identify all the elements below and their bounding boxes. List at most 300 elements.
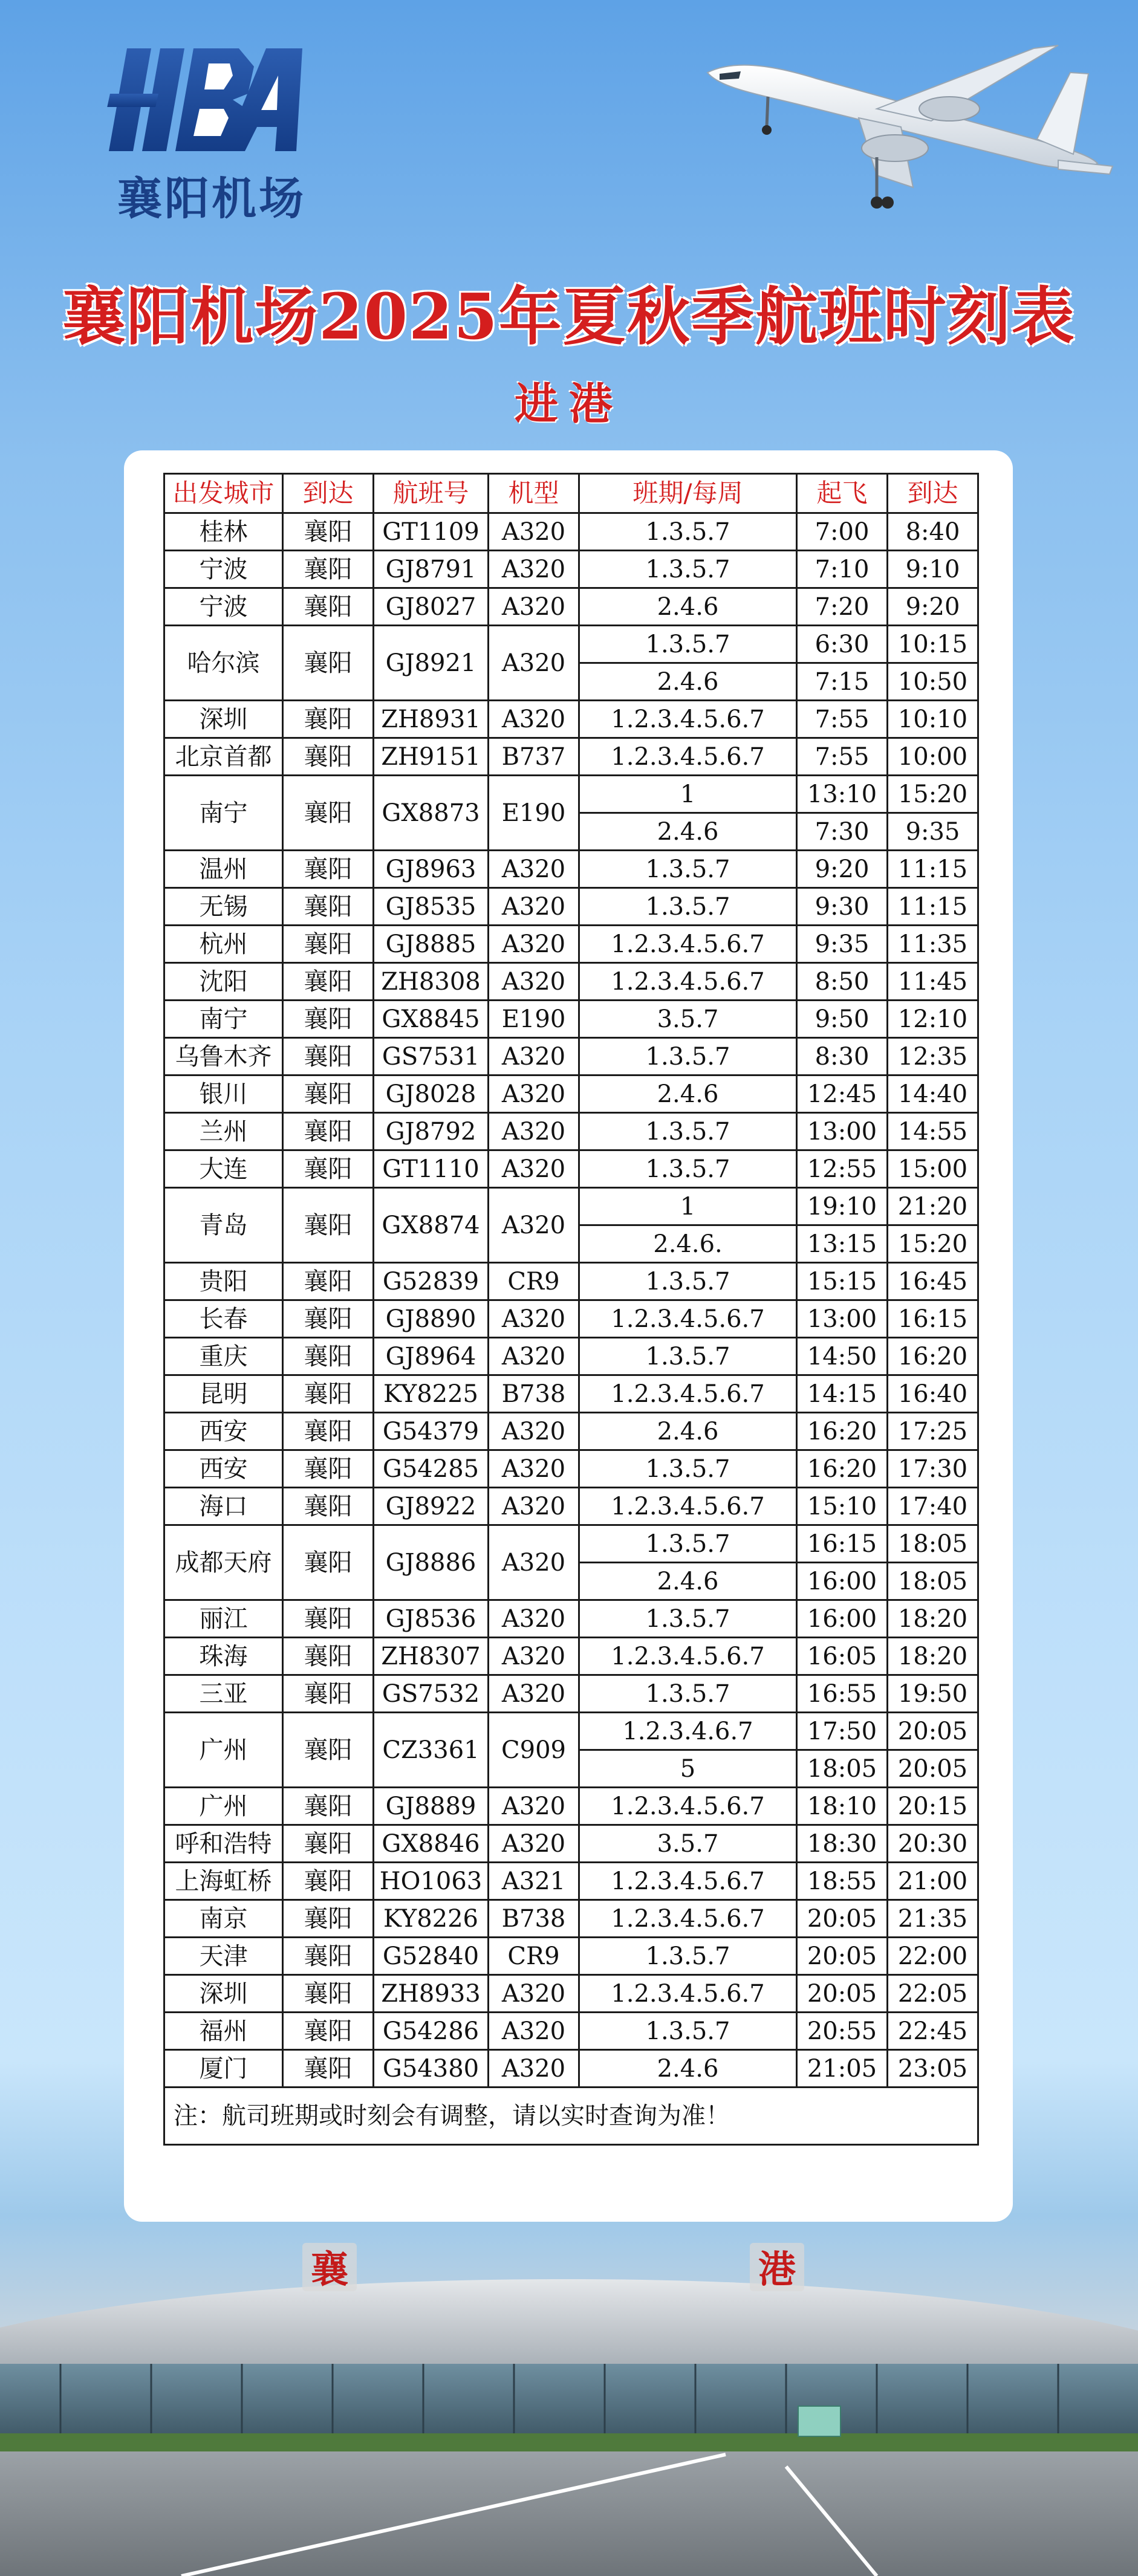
days-cell: 1.2.3.4.5.6.7 bbox=[579, 738, 797, 776]
days-cell: 1.2.3.4.5.6.7 bbox=[579, 926, 797, 963]
days-cell: 5 bbox=[579, 1750, 797, 1788]
header-arrival: 到达 bbox=[888, 474, 978, 513]
table-row bbox=[164, 1975, 978, 2013]
origin-city-cell: 厦门 bbox=[164, 2050, 283, 2088]
arrival-cell: 18:05 bbox=[888, 1525, 978, 1563]
flight-number-cell: GT1109 bbox=[374, 513, 489, 551]
arrival-cell: 18:20 bbox=[888, 1600, 978, 1638]
arrival-cell: 10:00 bbox=[888, 738, 978, 776]
flight-number-cell: G52840 bbox=[374, 1938, 489, 1975]
aircraft-cell: B738 bbox=[489, 1375, 579, 1413]
aircraft-cell: A320 bbox=[489, 551, 579, 588]
departure-cell: 18:10 bbox=[797, 1788, 888, 1825]
days-cell: 1.3.5.7 bbox=[579, 1038, 797, 1075]
aircraft-cell: A320 bbox=[489, 1788, 579, 1825]
aircraft-cell: A320 bbox=[489, 1113, 579, 1150]
origin-city-cell: 南宁 bbox=[164, 776, 283, 851]
flight-number-cell: GJ8536 bbox=[374, 1600, 489, 1638]
arrival-cell: 11:35 bbox=[888, 926, 978, 963]
departure-cell: 13:00 bbox=[797, 1300, 888, 1338]
header-flight-number: 航班号 bbox=[374, 474, 489, 513]
origin-city-cell: 广州 bbox=[164, 1788, 283, 1825]
arrival-cell: 23:05 bbox=[888, 2050, 978, 2088]
origin-city-cell: 大连 bbox=[164, 1150, 283, 1188]
aircraft-cell: A320 bbox=[489, 1038, 579, 1075]
aircraft-cell: CR9 bbox=[489, 1938, 579, 1975]
departure-cell: 9:30 bbox=[797, 888, 888, 926]
departure-cell: 7:55 bbox=[797, 738, 888, 776]
table-row bbox=[164, 1525, 978, 1563]
arrival-cell: 17:30 bbox=[888, 1450, 978, 1488]
days-cell: 1.3.5.7 bbox=[579, 513, 797, 551]
days-cell: 2.4.6 bbox=[579, 663, 797, 701]
departure-cell: 20:05 bbox=[797, 1938, 888, 1975]
arrival-cell: 11:15 bbox=[888, 888, 978, 926]
arrival-cell: 9:10 bbox=[888, 551, 978, 588]
departure-cell: 20:55 bbox=[797, 2013, 888, 2050]
destination-cell: 襄阳 bbox=[283, 851, 374, 888]
flight-number-cell: GX8845 bbox=[374, 1001, 489, 1038]
departure-cell: 7:20 bbox=[797, 588, 888, 626]
aircraft-cell: A320 bbox=[489, 1525, 579, 1600]
origin-city-cell: 珠海 bbox=[164, 1638, 283, 1675]
departure-cell: 12:55 bbox=[797, 1150, 888, 1188]
departure-cell: 13:10 bbox=[797, 776, 888, 813]
days-cell: 1.3.5.7 bbox=[579, 1938, 797, 1975]
destination-cell: 襄阳 bbox=[283, 1638, 374, 1675]
aircraft-cell: A320 bbox=[489, 1150, 579, 1188]
flight-number-cell: GJ8791 bbox=[374, 551, 489, 588]
destination-cell: 襄阳 bbox=[283, 1713, 374, 1788]
header-destination: 到达 bbox=[283, 474, 374, 513]
arrival-cell: 10:10 bbox=[888, 701, 978, 738]
flight-number-cell: G54285 bbox=[374, 1450, 489, 1488]
table-row bbox=[164, 701, 978, 738]
origin-city-cell: 昆明 bbox=[164, 1375, 283, 1413]
logo-name: 襄阳机场 bbox=[117, 173, 306, 225]
aircraft-cell: A320 bbox=[489, 1600, 579, 1638]
destination-cell: 襄阳 bbox=[283, 1113, 374, 1150]
table-row bbox=[164, 1150, 978, 1188]
origin-city-cell: 西安 bbox=[164, 1413, 283, 1450]
departure-cell: 15:15 bbox=[797, 1263, 888, 1300]
header-aircraft: 机型 bbox=[489, 474, 579, 513]
days-cell: 3.5.7 bbox=[579, 1825, 797, 1863]
terminal-sign-char-2: 港 bbox=[758, 2247, 796, 2291]
header-origin: 出发城市 bbox=[164, 474, 283, 513]
flight-number-cell: ZH8307 bbox=[374, 1638, 489, 1675]
flight-number-cell: GJ8886 bbox=[374, 1525, 489, 1600]
aircraft-cell: A320 bbox=[489, 1300, 579, 1338]
aircraft-cell: B737 bbox=[489, 738, 579, 776]
origin-city-cell: 上海虹桥 bbox=[164, 1863, 283, 1900]
days-cell: 1.2.3.4.5.6.7 bbox=[579, 1863, 797, 1900]
aircraft-cell: A320 bbox=[489, 1638, 579, 1675]
departure-cell: 21:05 bbox=[797, 2050, 888, 2088]
table-row bbox=[164, 2013, 978, 2050]
aircraft-cell: B738 bbox=[489, 1900, 579, 1938]
aircraft-cell: A320 bbox=[489, 513, 579, 551]
destination-cell: 襄阳 bbox=[283, 1675, 374, 1713]
table-header-row bbox=[164, 474, 978, 513]
flight-number-cell: KY8225 bbox=[374, 1375, 489, 1413]
days-cell: 1.2.3.4.5.6.7 bbox=[579, 1488, 797, 1525]
departure-cell: 9:50 bbox=[797, 1001, 888, 1038]
flight-number-cell: GJ8028 bbox=[374, 1075, 489, 1113]
flight-number-cell: ZH8308 bbox=[374, 963, 489, 1001]
origin-city-cell: 桂林 bbox=[164, 513, 283, 551]
terminal-sign-char-1: 襄 bbox=[310, 2247, 349, 2291]
departure-cell: 20:05 bbox=[797, 1975, 888, 2013]
aircraft-cell: A320 bbox=[489, 926, 579, 963]
arrival-cell: 8:40 bbox=[888, 513, 978, 551]
departure-cell: 13:00 bbox=[797, 1113, 888, 1150]
days-cell: 1.2.3.4.5.6.7 bbox=[579, 963, 797, 1001]
destination-cell: 襄阳 bbox=[283, 1825, 374, 1863]
arrival-cell: 16:40 bbox=[888, 1375, 978, 1413]
flight-number-cell: ZH9151 bbox=[374, 738, 489, 776]
departure-cell: 8:50 bbox=[797, 963, 888, 1001]
origin-city-cell: 南京 bbox=[164, 1900, 283, 1938]
flight-number-cell: GJ8963 bbox=[374, 851, 489, 888]
table-row bbox=[164, 1113, 978, 1150]
aircraft-cell: A320 bbox=[489, 1488, 579, 1525]
destination-cell: 襄阳 bbox=[283, 701, 374, 738]
destination-cell: 襄阳 bbox=[283, 1863, 374, 1900]
flight-number-cell: KY8226 bbox=[374, 1900, 489, 1938]
destination-cell: 襄阳 bbox=[283, 626, 374, 701]
aircraft-cell: A320 bbox=[489, 963, 579, 1001]
destination-cell: 襄阳 bbox=[283, 1300, 374, 1338]
arrival-cell: 20:05 bbox=[888, 1713, 978, 1750]
origin-city-cell: 深圳 bbox=[164, 701, 283, 738]
header-days: 班期/每周 bbox=[579, 474, 797, 513]
flight-number-cell: GJ8885 bbox=[374, 926, 489, 963]
page-title: 襄阳机场2025年夏秋季航班时刻表 bbox=[62, 279, 1076, 354]
arrival-cell: 11:45 bbox=[888, 963, 978, 1001]
origin-city-cell: 哈尔滨 bbox=[164, 626, 283, 701]
flight-number-cell: GX8873 bbox=[374, 776, 489, 851]
days-cell: 1 bbox=[579, 1188, 797, 1225]
aircraft-cell: A320 bbox=[489, 1825, 579, 1863]
table-row bbox=[164, 1638, 978, 1675]
arrival-cell: 15:20 bbox=[888, 1225, 978, 1263]
origin-city-cell: 无锡 bbox=[164, 888, 283, 926]
arrival-cell: 21:35 bbox=[888, 1900, 978, 1938]
departure-cell: 14:15 bbox=[797, 1375, 888, 1413]
aircraft-cell: A320 bbox=[489, 1413, 579, 1450]
days-cell: 2.4.6 bbox=[579, 1563, 797, 1600]
destination-cell: 襄阳 bbox=[283, 513, 374, 551]
flight-number-cell: GJ8535 bbox=[374, 888, 489, 926]
schedule-note: 注：航司班期或时刻会有调整，请以实时查询为准！ bbox=[164, 2088, 978, 2145]
aircraft-cell: A320 bbox=[489, 1075, 579, 1113]
table-row bbox=[164, 551, 978, 588]
aircraft-cell: A320 bbox=[489, 888, 579, 926]
destination-cell: 襄阳 bbox=[283, 888, 374, 926]
flight-number-cell: GJ8890 bbox=[374, 1300, 489, 1338]
departure-cell: 6:30 bbox=[797, 626, 888, 663]
table-row bbox=[164, 1675, 978, 1713]
origin-city-cell: 青岛 bbox=[164, 1188, 283, 1263]
days-cell: 1.3.5.7 bbox=[579, 888, 797, 926]
table-row bbox=[164, 1038, 978, 1075]
arrival-cell: 15:20 bbox=[888, 776, 978, 813]
flight-number-cell: GJ8922 bbox=[374, 1488, 489, 1525]
arrival-cell: 20:15 bbox=[888, 1788, 978, 1825]
days-cell: 1.3.5.7 bbox=[579, 1150, 797, 1188]
origin-city-cell: 福州 bbox=[164, 2013, 283, 2050]
destination-cell: 襄阳 bbox=[283, 1001, 374, 1038]
aircraft-cell: A320 bbox=[489, 588, 579, 626]
origin-city-cell: 银川 bbox=[164, 1075, 283, 1113]
days-cell: 1.3.5.7 bbox=[579, 1338, 797, 1375]
flight-number-cell: GJ8792 bbox=[374, 1113, 489, 1150]
origin-city-cell: 西安 bbox=[164, 1450, 283, 1488]
table-row bbox=[164, 1600, 978, 1638]
flight-number-cell: G54379 bbox=[374, 1413, 489, 1450]
days-cell: 1.3.5.7 bbox=[579, 2013, 797, 2050]
page-subtitle: 进港 bbox=[514, 378, 623, 429]
table-row bbox=[164, 1713, 978, 1750]
aircraft-cell: E190 bbox=[489, 1001, 579, 1038]
aircraft-cell: A320 bbox=[489, 1975, 579, 2013]
origin-city-cell: 海口 bbox=[164, 1488, 283, 1525]
days-cell: 1.3.5.7 bbox=[579, 1263, 797, 1300]
flight-number-cell: G52839 bbox=[374, 1263, 489, 1300]
destination-cell: 襄阳 bbox=[283, 776, 374, 851]
origin-city-cell: 贵阳 bbox=[164, 1263, 283, 1300]
flight-number-cell: G54380 bbox=[374, 2050, 489, 2088]
aircraft-cell: A320 bbox=[489, 1450, 579, 1488]
table-row bbox=[164, 1075, 978, 1113]
days-cell: 1.2.3.4.6.7 bbox=[579, 1713, 797, 1750]
departure-cell: 19:10 bbox=[797, 1188, 888, 1225]
arrival-cell: 22:00 bbox=[888, 1938, 978, 1975]
origin-city-cell: 三亚 bbox=[164, 1675, 283, 1713]
arrival-cell: 18:20 bbox=[888, 1638, 978, 1675]
flight-number-cell: GS7531 bbox=[374, 1038, 489, 1075]
arrival-cell: 14:40 bbox=[888, 1075, 978, 1113]
arrival-cell: 21:20 bbox=[888, 1188, 978, 1225]
departure-cell: 15:10 bbox=[797, 1488, 888, 1525]
arrival-cell: 10:50 bbox=[888, 663, 978, 701]
origin-city-cell: 广州 bbox=[164, 1713, 283, 1788]
table-row bbox=[164, 1413, 978, 1450]
origin-city-cell: 兰州 bbox=[164, 1113, 283, 1150]
arrival-cell: 20:05 bbox=[888, 1750, 978, 1788]
arrival-cell: 9:35 bbox=[888, 813, 978, 851]
origin-city-cell: 丽江 bbox=[164, 1600, 283, 1638]
table-row bbox=[164, 1900, 978, 1938]
days-cell: 3.5.7 bbox=[579, 1001, 797, 1038]
days-cell: 1.2.3.4.5.6.7 bbox=[579, 1975, 797, 2013]
flight-number-cell: GJ8889 bbox=[374, 1788, 489, 1825]
days-cell: 1.2.3.4.5.6.7 bbox=[579, 1375, 797, 1413]
destination-cell: 襄阳 bbox=[283, 1263, 374, 1300]
airplane-illustration bbox=[695, 36, 1119, 230]
origin-city-cell: 天津 bbox=[164, 1938, 283, 1975]
destination-cell: 襄阳 bbox=[283, 551, 374, 588]
origin-city-cell: 宁波 bbox=[164, 588, 283, 626]
table-row bbox=[164, 1488, 978, 1525]
origin-city-cell: 乌鲁木齐 bbox=[164, 1038, 283, 1075]
arrival-cell: 16:20 bbox=[888, 1338, 978, 1375]
table-row bbox=[164, 513, 978, 551]
departure-cell: 7:00 bbox=[797, 513, 888, 551]
destination-cell: 襄阳 bbox=[283, 1375, 374, 1413]
table-row bbox=[164, 1938, 978, 1975]
departure-cell: 16:15 bbox=[797, 1525, 888, 1563]
days-cell: 1.3.5.7 bbox=[579, 1113, 797, 1150]
table-row bbox=[164, 1188, 978, 1225]
destination-cell: 襄阳 bbox=[283, 1150, 374, 1188]
origin-city-cell: 北京首都 bbox=[164, 738, 283, 776]
days-cell: 1.3.5.7 bbox=[579, 551, 797, 588]
arrival-cell: 12:35 bbox=[888, 1038, 978, 1075]
departure-cell: 14:50 bbox=[797, 1338, 888, 1375]
origin-city-cell: 沈阳 bbox=[164, 963, 283, 1001]
departure-cell: 16:55 bbox=[797, 1675, 888, 1713]
origin-city-cell: 长春 bbox=[164, 1300, 283, 1338]
note-row bbox=[164, 2088, 978, 2145]
arrival-cell: 20:30 bbox=[888, 1825, 978, 1863]
arrival-cell: 17:25 bbox=[888, 1413, 978, 1450]
origin-city-cell: 重庆 bbox=[164, 1338, 283, 1375]
departure-cell: 7:10 bbox=[797, 551, 888, 588]
days-cell: 2.4.6 bbox=[579, 813, 797, 851]
arrival-cell: 19:50 bbox=[888, 1675, 978, 1713]
aircraft-cell: A320 bbox=[489, 701, 579, 738]
days-cell: 1.2.3.4.5.6.7 bbox=[579, 1900, 797, 1938]
table-row bbox=[164, 1375, 978, 1413]
destination-cell: 襄阳 bbox=[283, 1788, 374, 1825]
destination-cell: 襄阳 bbox=[283, 2050, 374, 2088]
days-cell: 2.4.6. bbox=[579, 1225, 797, 1263]
flight-number-cell: GX8874 bbox=[374, 1188, 489, 1263]
arrival-cell: 12:10 bbox=[888, 1001, 978, 1038]
days-cell: 1.3.5.7 bbox=[579, 851, 797, 888]
arrival-cell: 22:05 bbox=[888, 1975, 978, 2013]
table-row bbox=[164, 926, 978, 963]
departure-cell: 13:15 bbox=[797, 1225, 888, 1263]
aircraft-cell: E190 bbox=[489, 776, 579, 851]
destination-cell: 襄阳 bbox=[283, 1450, 374, 1488]
origin-city-cell: 呼和浩特 bbox=[164, 1825, 283, 1863]
table-row bbox=[164, 1450, 978, 1488]
days-cell: 1.3.5.7 bbox=[579, 1600, 797, 1638]
departure-cell: 7:55 bbox=[797, 701, 888, 738]
departure-cell: 16:05 bbox=[797, 1638, 888, 1675]
departure-cell: 16:20 bbox=[797, 1413, 888, 1450]
days-cell: 1.3.5.7 bbox=[579, 1450, 797, 1488]
table-row bbox=[164, 888, 978, 926]
flight-number-cell: GS7532 bbox=[374, 1675, 489, 1713]
destination-cell: 襄阳 bbox=[283, 1338, 374, 1375]
days-cell: 1.3.5.7 bbox=[579, 1675, 797, 1713]
days-cell: 2.4.6 bbox=[579, 2050, 797, 2088]
days-cell: 1.3.5.7 bbox=[579, 626, 797, 663]
flight-number-cell: ZH8933 bbox=[374, 1975, 489, 2013]
flight-number-cell: G54286 bbox=[374, 2013, 489, 2050]
aircraft-cell: A320 bbox=[489, 1338, 579, 1375]
departure-cell: 16:00 bbox=[797, 1600, 888, 1638]
arrival-cell: 21:00 bbox=[888, 1863, 978, 1900]
aircraft-cell: CR9 bbox=[489, 1263, 579, 1300]
aircraft-cell: A320 bbox=[489, 2013, 579, 2050]
departure-cell: 20:05 bbox=[797, 1900, 888, 1938]
destination-cell: 襄阳 bbox=[283, 1975, 374, 2013]
arrival-cell: 16:15 bbox=[888, 1300, 978, 1338]
origin-city-cell: 深圳 bbox=[164, 1975, 283, 2013]
flight-number-cell: ZH8931 bbox=[374, 701, 489, 738]
destination-cell: 襄阳 bbox=[283, 588, 374, 626]
table-row bbox=[164, 1300, 978, 1338]
departure-cell: 16:00 bbox=[797, 1563, 888, 1600]
table-row bbox=[164, 1825, 978, 1863]
table-row bbox=[164, 1263, 978, 1300]
table-row bbox=[164, 1863, 978, 1900]
departure-cell: 12:45 bbox=[797, 1075, 888, 1113]
aircraft-cell: A320 bbox=[489, 1675, 579, 1713]
arrival-cell: 10:15 bbox=[888, 626, 978, 663]
aircraft-cell: A320 bbox=[489, 851, 579, 888]
hba-logo-icon bbox=[103, 42, 308, 157]
origin-city-cell: 温州 bbox=[164, 851, 283, 888]
days-cell: 1 bbox=[579, 776, 797, 813]
destination-cell: 襄阳 bbox=[283, 1188, 374, 1263]
destination-cell: 襄阳 bbox=[283, 1938, 374, 1975]
departure-cell: 18:55 bbox=[797, 1863, 888, 1900]
table-row bbox=[164, 1001, 978, 1038]
departure-cell: 8:30 bbox=[797, 1038, 888, 1075]
destination-cell: 襄阳 bbox=[283, 963, 374, 1001]
days-cell: 1.2.3.4.5.6.7 bbox=[579, 1638, 797, 1675]
terminal-building-illustration bbox=[0, 2188, 1138, 2576]
origin-city-cell: 成都天府 bbox=[164, 1525, 283, 1600]
origin-city-cell: 宁波 bbox=[164, 551, 283, 588]
aircraft-cell: A321 bbox=[489, 1863, 579, 1900]
destination-cell: 襄阳 bbox=[283, 1600, 374, 1638]
departure-cell: 9:35 bbox=[797, 926, 888, 963]
flight-number-cell: CZ3361 bbox=[374, 1713, 489, 1788]
destination-cell: 襄阳 bbox=[283, 1900, 374, 1938]
table-row bbox=[164, 776, 978, 813]
arrival-cell: 14:55 bbox=[888, 1113, 978, 1150]
origin-city-cell: 杭州 bbox=[164, 926, 283, 963]
destination-cell: 襄阳 bbox=[283, 1413, 374, 1450]
departure-cell: 7:15 bbox=[797, 663, 888, 701]
departure-cell: 18:05 bbox=[797, 1750, 888, 1788]
flight-number-cell: GJ8027 bbox=[374, 588, 489, 626]
destination-cell: 襄阳 bbox=[283, 1488, 374, 1525]
departure-cell: 17:50 bbox=[797, 1713, 888, 1750]
arrival-cell: 22:45 bbox=[888, 2013, 978, 2050]
flight-number-cell: GJ8921 bbox=[374, 626, 489, 701]
days-cell: 1.2.3.4.5.6.7 bbox=[579, 1788, 797, 1825]
table-row bbox=[164, 588, 978, 626]
table-row bbox=[164, 1788, 978, 1825]
arrival-cell: 17:40 bbox=[888, 1488, 978, 1525]
table-row bbox=[164, 2050, 978, 2088]
flight-number-cell: GX8846 bbox=[374, 1825, 489, 1863]
origin-city-cell: 南宁 bbox=[164, 1001, 283, 1038]
aircraft-cell: A320 bbox=[489, 1188, 579, 1263]
destination-cell: 襄阳 bbox=[283, 1075, 374, 1113]
days-cell: 2.4.6 bbox=[579, 1075, 797, 1113]
flight-number-cell: GJ8964 bbox=[374, 1338, 489, 1375]
arrival-cell: 16:45 bbox=[888, 1263, 978, 1300]
